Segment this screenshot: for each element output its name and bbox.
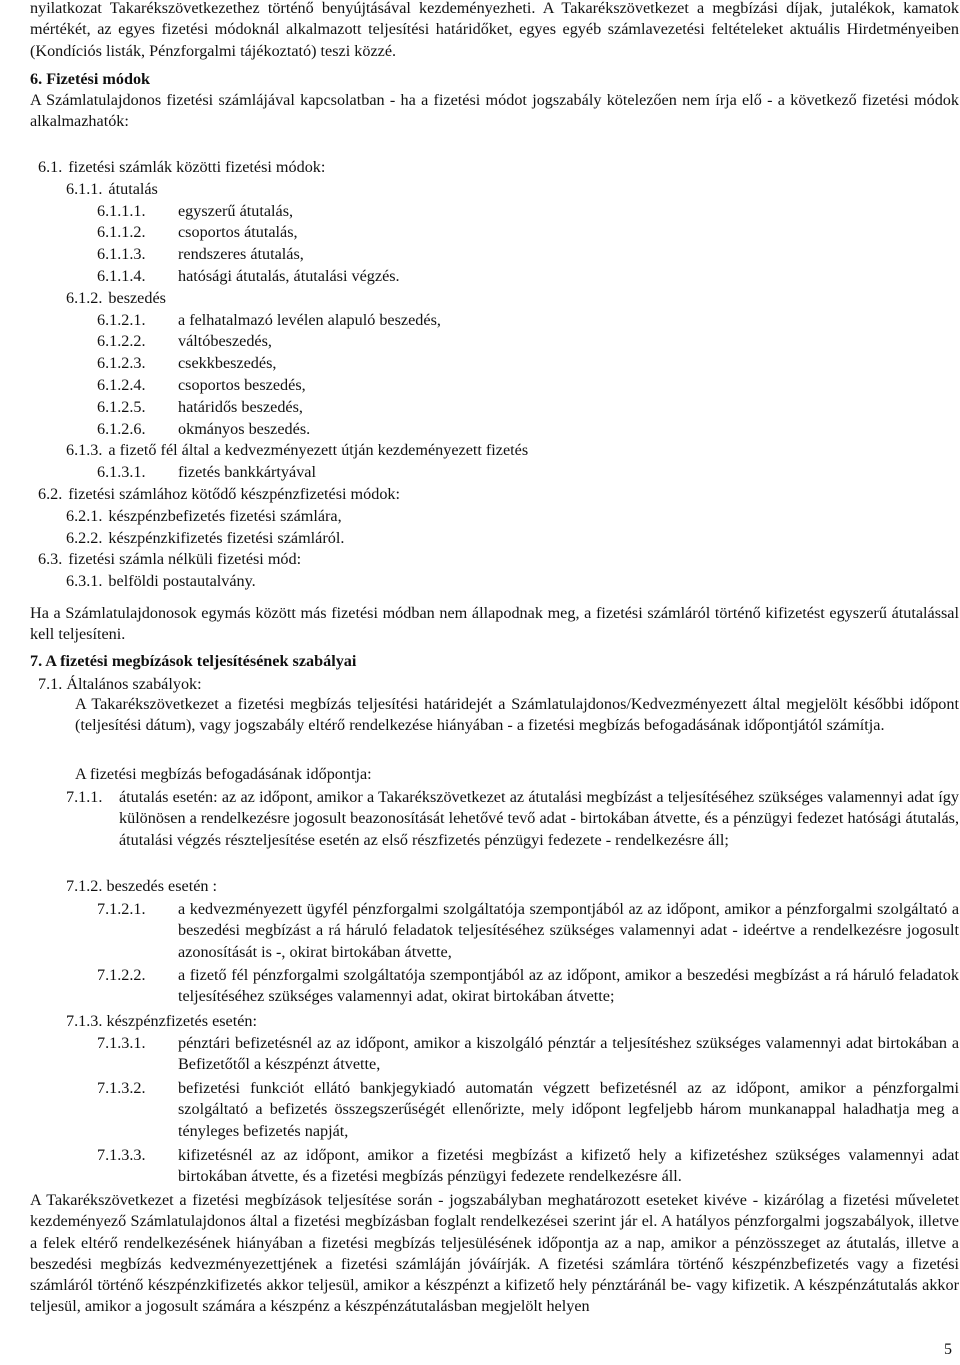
list-item-text: fizetési számlák közötti fizetési módok: [68, 158, 326, 176]
list-item-number: 6.2. [38, 485, 63, 503]
item-7-1-3-1: pénztári befizetésnél az az időpont, amikor a kiszolgáló pénztár a teljesítéshez szükséges valamennyi adat birtokában a Befizetőtől a készpénzt átvette, [178, 1034, 959, 1074]
list-item-text: okmányos beszedés. [178, 419, 311, 438]
list-item [66, 571, 256, 592]
section-7-final-paragraph: A Takarékszövetkezet a fizetési megbízások teljesítése során - jogszabályban meghatározott eseteket kivéve - kizárólag a fizetési műveletet kezdeményező Számlatulajdonos által a fizetési megbízásban foglalt rendelkezései szerint jár el. A hatályos pénzforgalmi jogszabályok, illetve a felek eltérő rendelkezésének hiányában a fizetési megbízás teljesülésének időpontja az a nap, amikor a pénzösszeget az átutalás, illetve a beszedési megbízás kedvezményezettjének a fizetési számláján jóváírják. A fizetési számlára történő készpénzbefizetés vagy a fizetési számláról történő készpénzkifizetés akkor teljesül, amikor a készpénzt a kifizető hely pénztáránál be- vagy kifizetik. A készpénzátutalás akkor teljesül, amikor a jogosult számára a készpénz a készpénzátutalásban megjelölt helyen [30, 1191, 959, 1316]
list-item [97, 397, 303, 418]
section-7-heading: 7. A fizetési megbízások teljesítésének szabályai [30, 652, 357, 670]
list-item-text: a felhatalmazó levélen alapuló beszedés, [178, 310, 441, 329]
item-7-1-2-1-number: 7.1.2.1. [97, 900, 146, 918]
list-item-text: készpénzkifizetés fizetési számláról. [108, 528, 345, 547]
list-item [97, 310, 441, 331]
list-item [97, 244, 304, 265]
intro-paragraph: nyilatkozat Takarékszövetkezethez történő benyújtásával kezdeményezheti. A Takarékszövetkezet a megbízási díjak, jutalékok, kamatok mértékét, az egyes fizetési módoknál alkalmazott teljesítési határidőket, egyes egyéb számlavezetési feltételeket aktuális Hirdetményeiben (Kondíciós listák, Pénzforgalmi tájékoztató) teszi közzé. [30, 0, 959, 60]
item-7-1-1-number: 7.1.1. [66, 788, 103, 806]
list-item-text: váltóbeszedés, [178, 332, 272, 351]
list-item-number: 6.1.2.1. [97, 310, 146, 329]
list-item [66, 288, 166, 309]
section-6-closing: Ha a Számlatulajdonosok egymás között más fizetési módban nem állapodnak meg, a fizetési számláról történő kifizetést egyszerű átutalással kell teljesíteni. [30, 604, 959, 644]
list-item-number: 6.1.2.4. [97, 376, 146, 394]
list-item-text: fizetés bankkártyával [178, 463, 316, 482]
list-item-text: egyszerű átutalás, [178, 201, 294, 220]
item-7-1-3: 7.1.3. készpénzfizetés esetén: [66, 1012, 258, 1030]
item-7-1-2-2-number: 7.1.2.2. [97, 966, 146, 984]
list-item-number: 6.1.2.3. [97, 354, 146, 373]
page-number: 5 [944, 1341, 952, 1358]
list-item [97, 462, 316, 483]
item-7-1-2-1: a kedvezményezett ügyfél pénzforgalmi szolgáltatója szempontjából az az időpont, amikor a pénzforgalmi szolgáltató a beszedési megbízást a rá háruló feladatok teljesítéséhez szükséges valamennyi adat - ideértve a rendelkezésre jogosult azonosítását is -, okirat birtokában átvette, [178, 900, 959, 961]
section-7-1-subheading: A fizetési megbízás befogadásának időpontja: [75, 765, 372, 783]
item-7-1-3-2: befizetési funkciót ellátó bankjegykiadó automatán végzett befizetésnél az az időpont, amikor a pénzforgalmi szolgáltató a befizetés összegszerűségét ellenőrizte, mely időpont legfeljebb három munkanappal haladhatja meg a tényleges befizetés napját, [178, 1079, 959, 1140]
list-item-number: 6.1.1.1. [97, 201, 146, 220]
list-item-text: csoportos beszedés, [178, 376, 306, 394]
item-7-1-3-1-number: 7.1.3.1. [97, 1034, 146, 1052]
list-item [97, 201, 294, 222]
list-item [38, 157, 325, 178]
list-item-text: fizetési számla nélküli fizetési mód: [68, 550, 302, 569]
list-item [66, 506, 342, 527]
section-7-1-heading: 7.1. Általános szabályok: [38, 675, 202, 693]
list-item-text: csekkbeszedés, [178, 354, 277, 373]
list-item-number: 6.1.2.6. [97, 419, 146, 438]
item-7-1-2: 7.1.2. beszedés esetén : [66, 877, 218, 895]
list-item-text: rendszeres átutalás, [178, 245, 304, 264]
list-item-number: 6.1.1.2. [97, 223, 146, 242]
list-item-number: 6.1.2.5. [97, 397, 146, 416]
list-item [66, 528, 344, 549]
list-item-number: 6.1.2.2. [97, 332, 146, 351]
list-item-number: 6.3.1. [66, 572, 103, 591]
section-7-1-paragraph: A Takarékszövetkezet a fizetési megbízás teljesítési határidejét a Számlatulajdonos/Kedvezményezett által megjelölt későbbi időpont (teljesítési dátum), vagy jogszabály eltérő rendelkezése hiányában - a fizetési megbízás befogadásának időpontjától számítja. [75, 695, 959, 735]
list-item-text: átutalás [108, 179, 158, 198]
list-item-number: 6.1.1. [66, 179, 103, 198]
item-7-1-1-text: átutalás esetén: az az időpont, amikor a Takarékszövetkezet az átutalási megbízást a teljesítéséhez szükséges valamennyi adat így különösen a rendelkezésre jogosult beazonosítását lehetővé tevő adat - birtokában átvette, és a pénzügyi fedezet hatósági átutalás, átutalási végzés részteljesítése esetén az első részfizetés pénzügyi fedezete - rendelkezésre áll; [119, 788, 959, 849]
list-item-number: 6.1.1.3. [97, 245, 146, 264]
list-item-number: 6.2.2. [66, 528, 103, 547]
list-item-number: 6.1.2. [66, 288, 103, 307]
list-item [97, 419, 311, 440]
list-item [38, 549, 301, 570]
section-6-paragraph: A Számlatulajdonos fizetési számlájával kapcsolatban - ha a fizetési módot jogszabály kötelezően nem írja elő - a következő fizetési módok alkalmazhatók: [30, 91, 959, 131]
list-item-text: a fizető fél által a kedvezményezett útján kezdeményezett fizetés [108, 441, 529, 460]
list-item [97, 375, 306, 396]
list-item-number: 6.1.3.1. [97, 463, 146, 482]
item-7-1-1 [119, 787, 959, 851]
list-item-number: 6.3. [38, 550, 63, 569]
list-item-text: fizetési számlához kötődő készpénzfizetési módok: [68, 485, 401, 503]
item-7-1-3-3: kifizetésnél az az időpont, amikor a fizetési megbízást a kifizető hely a kifizetéshez szükséges valamennyi adat birtokában átvette, és a fizetési megbízás pénzügyi fedezete rendelkezésre áll. [178, 1146, 959, 1186]
list-item-text: beszedés [108, 288, 166, 307]
list-item [97, 353, 277, 374]
list-item [66, 440, 528, 461]
list-item-text: belföldi postautalvány. [108, 572, 256, 591]
list-item-text: csoportos átutalás, [178, 223, 298, 242]
list-item-text: hatósági átutalás, átutalási végzés. [178, 267, 400, 285]
list-item-text: határidős beszedés, [178, 397, 303, 416]
list-item-number: 6.2.1. [66, 506, 103, 525]
list-item [97, 222, 298, 243]
list-item [97, 266, 400, 287]
list-item-number: 6.1.3. [66, 441, 103, 460]
list-item-number: 6.1. [38, 158, 63, 176]
list-item-number: 6.1.1.4. [97, 267, 146, 285]
list-item-text: készpénzbefizetés fizetési számlára, [108, 506, 342, 525]
list-item [38, 484, 400, 505]
item-7-1-3-2-number: 7.1.3.2. [97, 1079, 146, 1097]
list-item [66, 179, 158, 200]
list-item [97, 331, 272, 352]
item-7-1-3-3-number: 7.1.3.3. [97, 1146, 146, 1164]
item-7-1-2-2: a fizető fél pénzforgalmi szolgáltatója szempontjából az az időpont, amikor a beszedési megbízást a rá háruló feladatok teljesítéséhez szükséges valamennyi adat, okirat birtokában átvette; [178, 966, 959, 1006]
section-6-heading: 6. Fizetési módok [30, 70, 151, 88]
